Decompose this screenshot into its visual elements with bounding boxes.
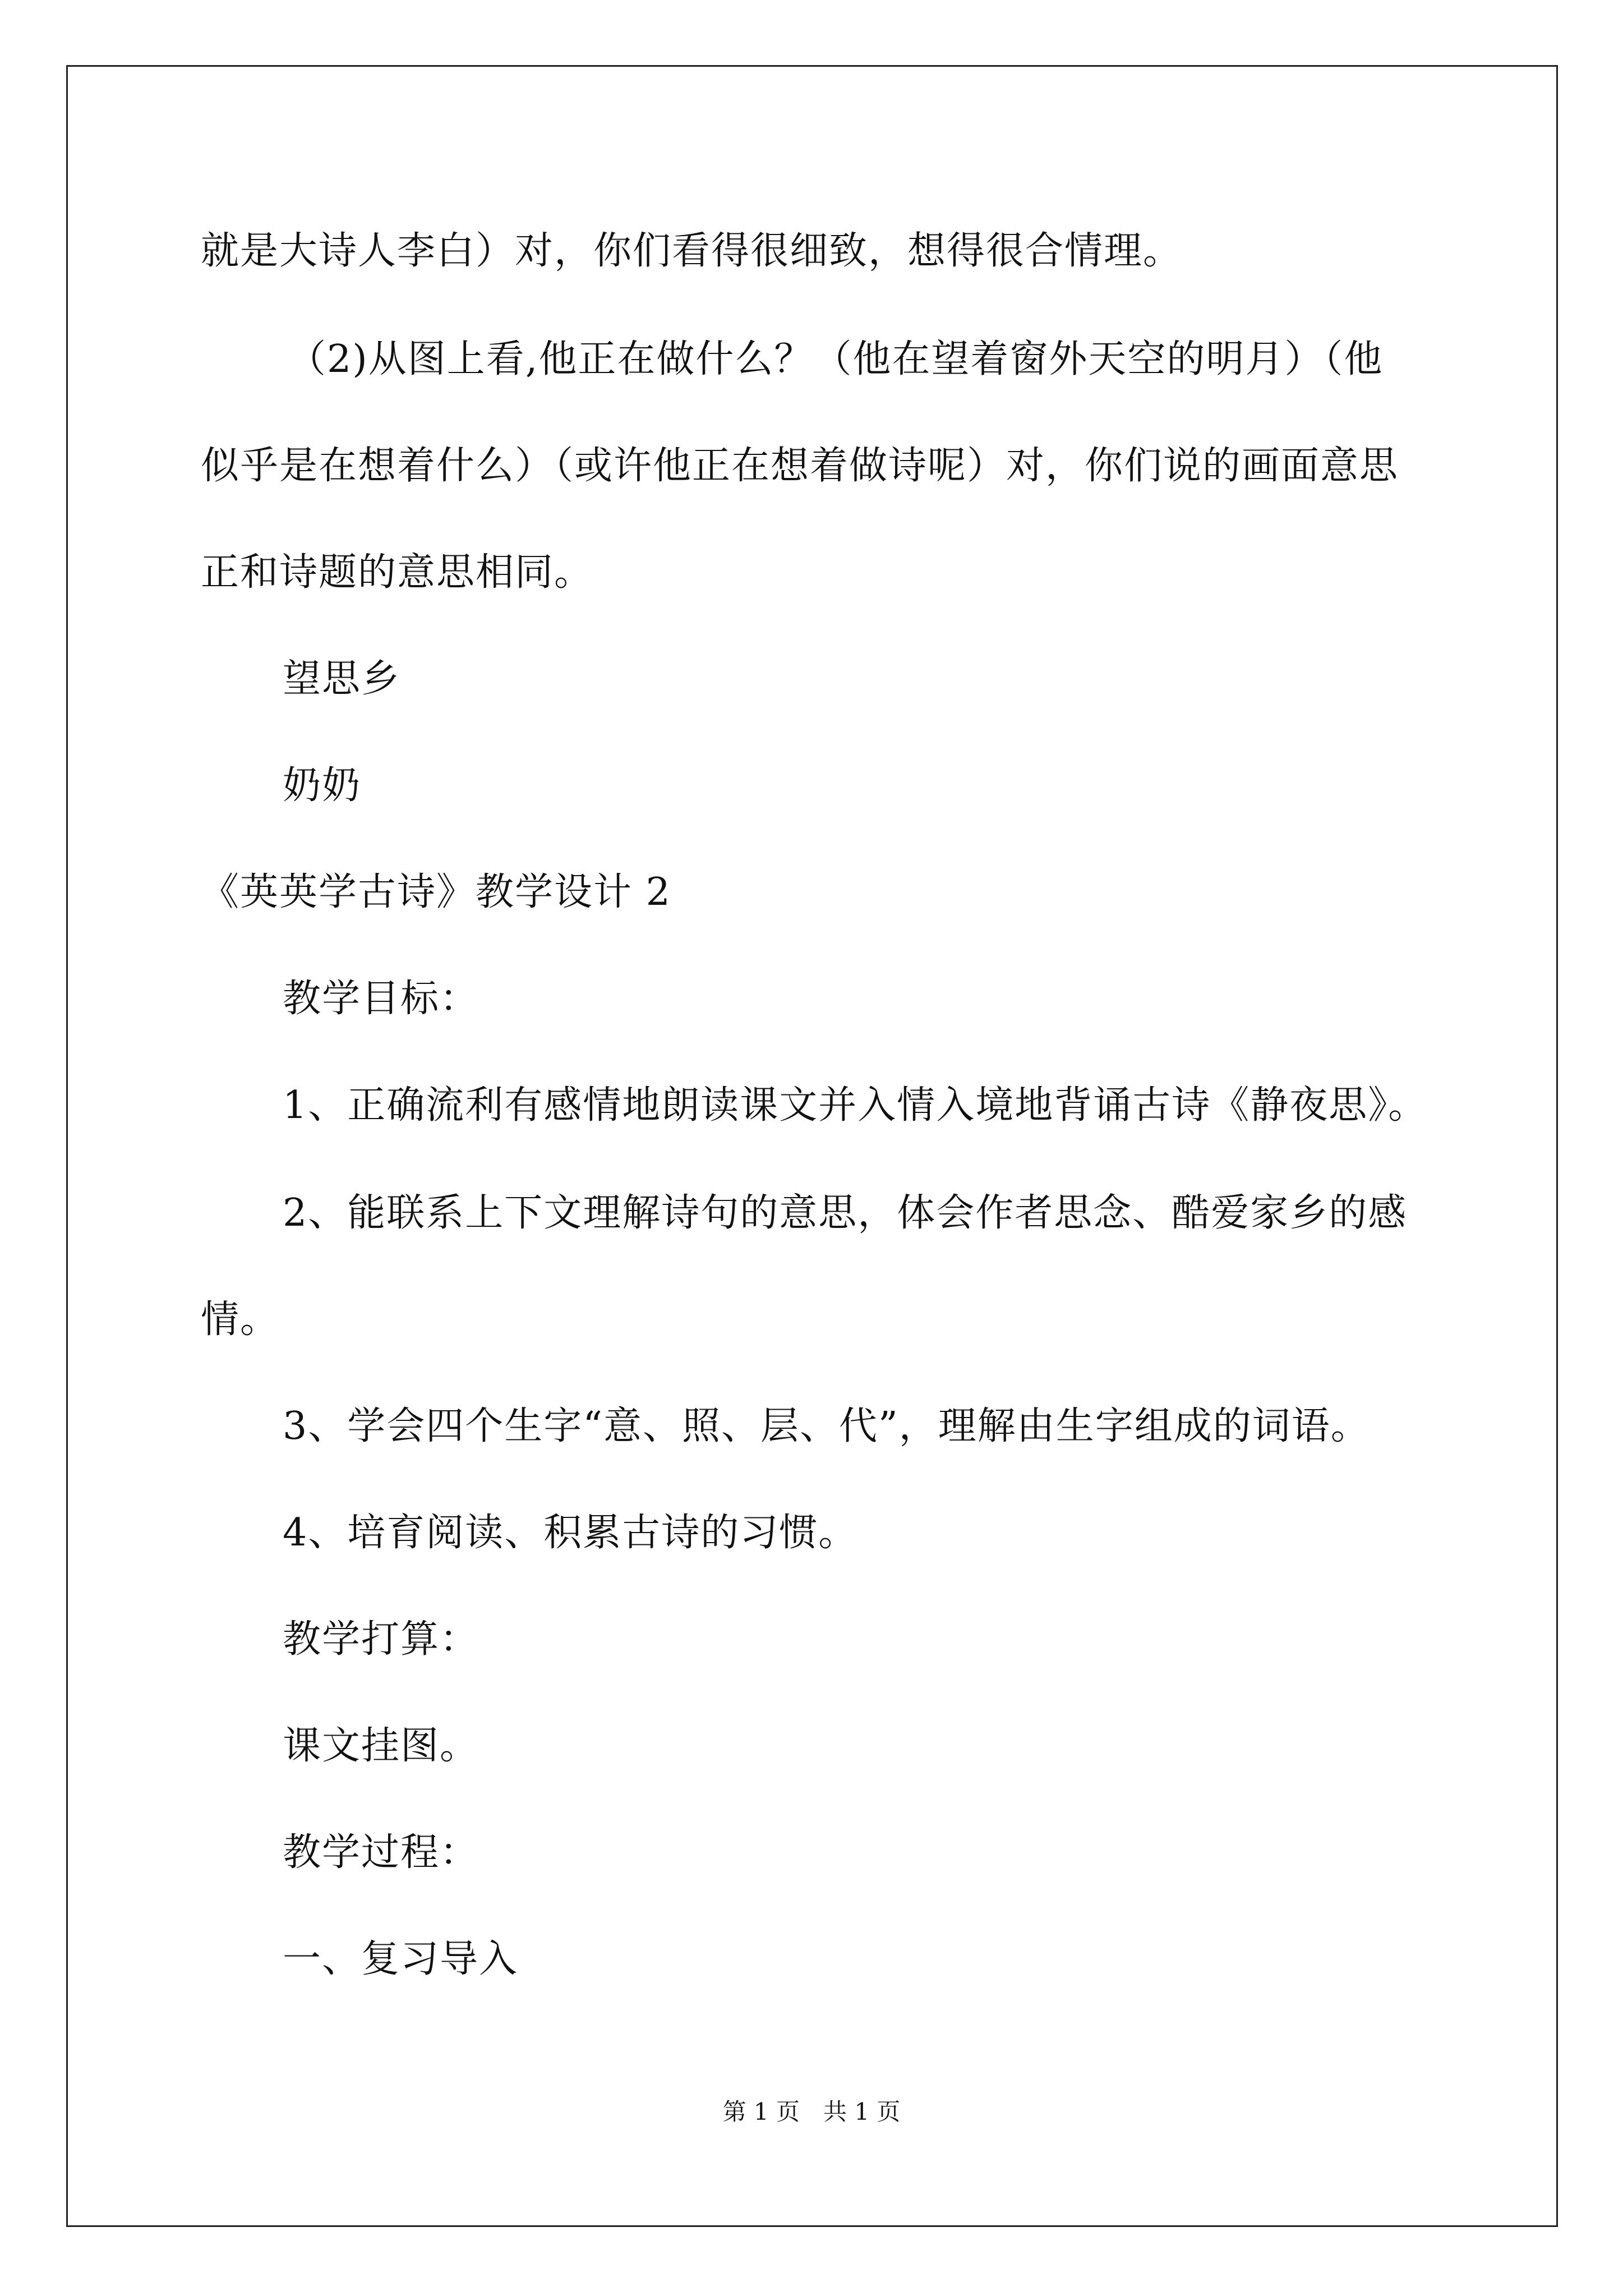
paragraph-line: 课文挂图。: [283, 1724, 479, 1768]
paragraph-line: 正和诗题的意思相同。: [201, 550, 594, 595]
section-heading: 《英英学古诗》教学设计 2: [201, 870, 671, 914]
paragraph-line: 4、培育阅读、积累古诗的习惯。: [283, 1511, 858, 1555]
paragraph-line: 情。: [201, 1297, 280, 1342]
paragraph-line: 1、正确流利有感情地朗读课文并入情入境地背诵古诗《静夜思》。: [283, 1083, 1428, 1128]
page-border: [66, 65, 1558, 2227]
paragraph-line: 似乎是在想着什么）（或许他正在想着做诗呢）对，你们说的画面意思: [201, 444, 1399, 488]
paragraph-line: 望思乡: [283, 657, 401, 701]
page-footer: 第 1 页 共 1 页: [722, 2098, 901, 2125]
paragraph-line: 就是大诗人李白）对，你们看得很细致，想得很合情理。: [201, 229, 1183, 273]
paragraph-line: （2)从图上看,他正在做什么？（他在望着窗外天空的明月）（他: [288, 337, 1384, 381]
paragraph-line: 2、能联系上下文理解诗句的意思，体会作者思念、酷爱家乡的感: [283, 1191, 1408, 1235]
paragraph-line: 奶奶: [283, 763, 362, 808]
paragraph-line: 一、复习导入: [283, 1937, 519, 1981]
paragraph-line: 3、学会四个生字“意、照、层、代”，理解由生字组成的词语。: [283, 1404, 1370, 1448]
paragraph-line: 教学打算：: [283, 1617, 479, 1662]
paragraph-line: 教学目标：: [283, 977, 479, 1021]
paragraph-line: 教学过程：: [283, 1830, 479, 1875]
